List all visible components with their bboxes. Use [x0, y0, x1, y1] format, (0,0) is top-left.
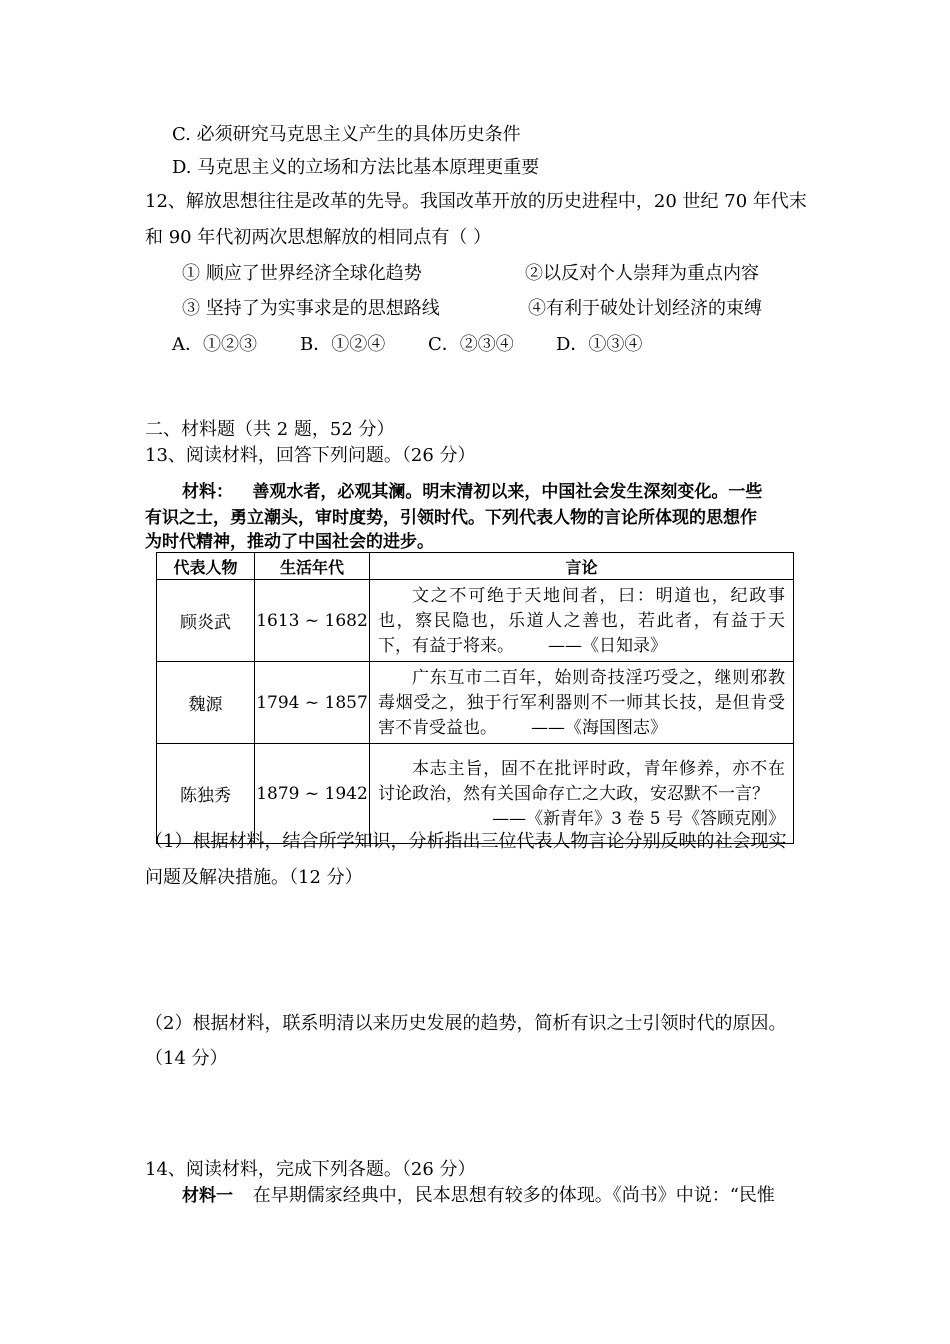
header-person: 代表人物 [157, 553, 255, 580]
quote-source: ——《日知录》 [548, 636, 667, 656]
life-years: 1794 ~ 1857 [255, 662, 370, 744]
table-row [157, 662, 794, 744]
q14-material-text1: 在早期儒家经典中，民本思想有较多的体现。《尚书》中说：“民惟 [252, 1185, 775, 1206]
q13-sub1-line1: （1）根据材料，结合所学知识，分析指出三位代表人物言论分别反映的社会现实 [145, 831, 787, 852]
q12-choice-b: B．①②④ [300, 334, 386, 355]
q14-title: 14、阅读材料，完成下列各题。（26 分） [145, 1159, 476, 1180]
q12-statement-3: ③ 坚持了为实事求是的思想路线 [182, 298, 440, 319]
quote-source: ——《新青年》3 卷 5 号《答顾克刚》 [492, 809, 785, 829]
q12-stem-line2: 和 90 年代初两次思想解放的相同点有（ ） [145, 227, 492, 248]
q13-material-line1 [182, 480, 762, 504]
table-row [157, 580, 794, 662]
q12-statement-1: ① 顺应了世界经济全球化趋势 [182, 263, 422, 284]
q13-material-line2: 有识之士，勇立潮头，审时度势，引领时代。下列代表人物的言论所体现的思想作 [145, 508, 757, 528]
q11-option-c: C. 必须研究马克思主义产生的具体历史条件 [172, 124, 521, 145]
quote-cell [370, 580, 794, 662]
q12-choice-c: C．②③④ [428, 334, 514, 355]
life-years: 1613 ~ 1682 [255, 580, 370, 662]
person-name: 陈独秀 [157, 744, 255, 844]
quote-cell [370, 662, 794, 744]
life-years: 1879 ~ 1942 [255, 744, 370, 844]
section-heading: 二、材料题（共 2 题，52 分） [145, 419, 395, 440]
quote-source: ——《海国图志》 [531, 718, 667, 738]
q12-statement-2: ②以反对个人崇拜为重点内容 [525, 263, 759, 284]
q14-material-label: 材料一 [182, 1186, 233, 1206]
q12-choice-d: D．①③④ [556, 334, 643, 355]
q12-choice-a: A．①②③ [172, 334, 257, 355]
q14-material-line1 [182, 1184, 775, 1208]
q12-statement-4: ④有利于破处计划经济的束缚 [528, 298, 762, 319]
person-name: 顾炎武 [157, 580, 255, 662]
q13-sub2-line2: （14 分） [145, 1048, 228, 1069]
q13-sub1-line2: 问题及解决措施。（12 分） [145, 867, 363, 888]
person-name: 魏源 [157, 662, 255, 744]
quote-text: 文之不可绝于天地间者，曰：明道也，纪政事也，察民隐也，乐道人之善也，若此者，有益于天下，有益于将来。 ——《日知录》 [378, 586, 785, 656]
quote-text: 本志主旨，固不在批评时政，青年修养，亦不在讨论政治，然有关国命存亡之大政，安忍默不一言？ [378, 759, 785, 804]
quote-cell [370, 744, 794, 844]
header-quote: 言论 [370, 553, 794, 580]
q13-material-text1: 善观水者，必观其澜。明末清初以来，中国社会发生深刻变化。一些 [252, 482, 763, 502]
quote-text: 广东互市二百年，始则奇技淫巧受之，继则邪教毒烟受之，独于行军利器则不一师其长技，是但肯受害不肯受益也。 ——《海国图志》 [378, 668, 785, 738]
header-era: 生活年代 [255, 553, 370, 580]
q13-material-line3: 为时代精神，推动了中国社会的进步。 [145, 532, 434, 552]
q13-material-label: 材料： [182, 482, 233, 502]
q12-stem-line1: 12、解放思想往往是改革的先导。我国改革开放的历史进程中，20 世纪 70 年代末 [145, 191, 807, 212]
table-header-row [157, 553, 794, 580]
q13-sub2-line1: （2）根据材料，联系明清以来历史发展的趋势，简析有识之士引领时代的原因。 [145, 1013, 787, 1034]
q11-option-d: D. 马克思主义的立场和方法比基本原理更重要 [172, 157, 540, 178]
q13-title: 13、阅读材料，回答下列问题。（26 分） [145, 445, 476, 466]
material-table [156, 552, 794, 844]
table-row [157, 744, 794, 844]
